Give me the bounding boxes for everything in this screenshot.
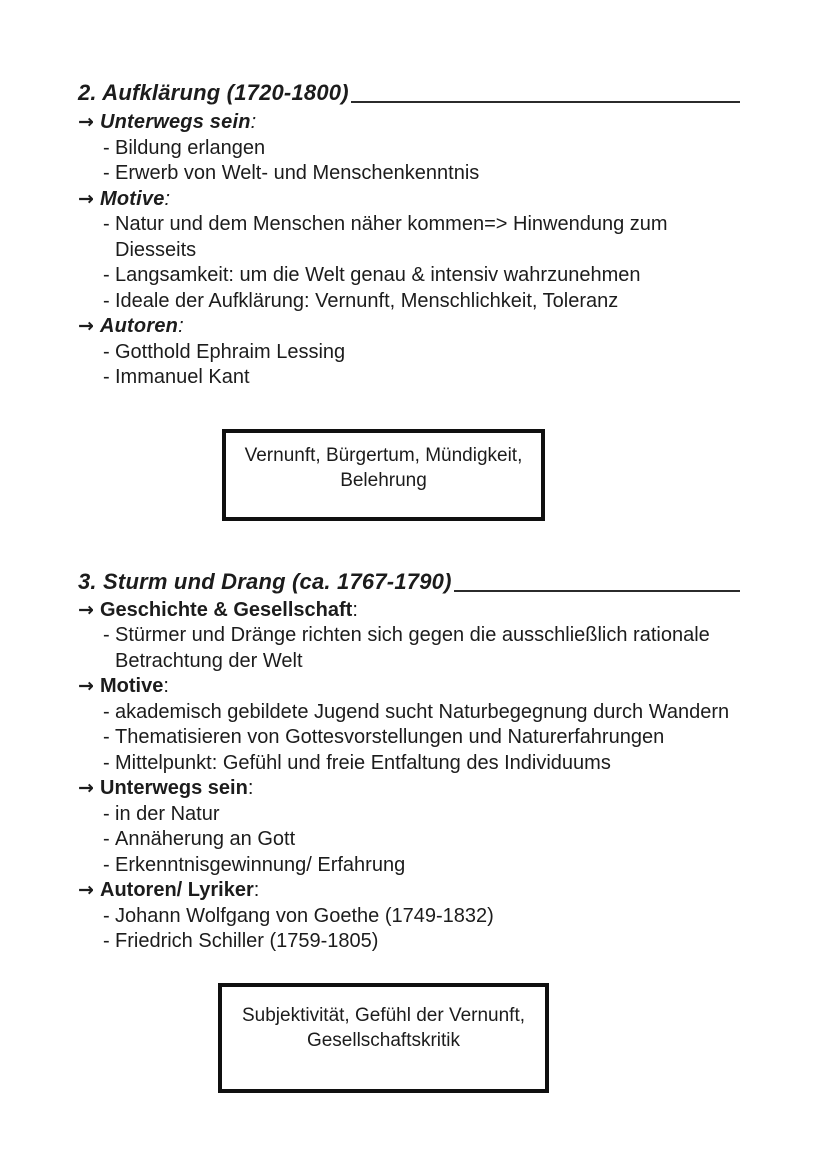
list-item: - Friedrich Schiller (1759-1805) (78, 929, 740, 955)
summary-box-aufklaerung (222, 429, 545, 521)
dash-bullet: - (103, 751, 110, 774)
section-aufklaerung (78, 80, 740, 521)
list-item: - Annäherung an Gott (78, 827, 740, 853)
arrow-icon: → (78, 598, 94, 621)
summary-box-text: Vernunft, Bürgertum, Mündigkeit, Belehrung (244, 444, 523, 491)
dash-bullet: - (103, 162, 110, 184)
arrow-icon: → (78, 675, 94, 697)
group-label-geschichte-gesellschaft: → Geschichte & Gesellschaft: (78, 598, 740, 624)
dash-bullet: - (103, 828, 110, 850)
list-item: - Erkenntnisgewinnung/ Erfahrung (78, 853, 740, 879)
dash-bullet: - (103, 700, 110, 723)
list-item: - akademisch gebildete Jugend sucht Naturbegegnung durch Wandern (78, 700, 740, 726)
dash-bullet: - (103, 802, 110, 825)
dash-bullet: - (103, 930, 110, 952)
list-item: - Gotthold Ephraim Lessing (78, 340, 740, 366)
arrow-icon: → (78, 187, 94, 210)
dash-bullet: - (103, 289, 110, 312)
group-label-autoren: → Autoren: (78, 314, 740, 340)
arrow-icon: → (78, 777, 94, 799)
list-item: - Bildung erlangen (78, 136, 740, 162)
section-heading-row (78, 80, 740, 106)
summary-box-text: Subjektivität, Gefühl der Vernunft, Gesellschaftskritik (241, 1004, 526, 1051)
dash-bullet: - (103, 340, 110, 363)
list-item: - in der Natur (78, 802, 740, 828)
dash-bullet: - (103, 264, 110, 286)
dash-bullet: - (103, 624, 110, 646)
dash-bullet: - (103, 136, 110, 159)
dash-bullet: - (103, 213, 110, 235)
dash-bullet: - (103, 853, 110, 876)
summary-box-sturm-und-drang (218, 983, 549, 1093)
heading-underline-rule (351, 101, 740, 103)
arrow-icon: → (78, 315, 94, 337)
section-heading-sturm-und-drang: 3. Sturm und Drang (ca. 1767-1790) (78, 568, 452, 594)
group-label-unterwegs-sein: → Unterwegs sein: (78, 776, 740, 802)
section-heading-row (78, 569, 740, 595)
section-sturm-und-drang (78, 569, 740, 1093)
list-item: - Johann Wolfgang von Goethe (1749-1832) (78, 904, 740, 930)
list-item: - Mittelpunkt: Gefühl und freie Entfaltung des Individuums (78, 751, 740, 777)
list-item: - Erwerb von Welt- und Menschenkenntnis (78, 161, 740, 187)
group-label-autoren-lyriker: → Autoren/ Lyriker: (78, 878, 740, 904)
list-item: - Stürmer und Dränge richten sich gegen die ausschließlich rationale Betrachtung der Welt (103, 624, 710, 672)
arrow-icon: → (78, 879, 94, 901)
dash-bullet: - (103, 366, 110, 388)
dash-bullet: - (103, 726, 110, 748)
group-label-unterwegs-sein: → Unterwegs sein: (78, 110, 740, 136)
list-item: - Immanuel Kant (78, 365, 740, 391)
group-label-motive: → Motive: (78, 674, 740, 700)
heading-underline-rule (454, 590, 740, 592)
arrow-icon: → (78, 111, 94, 133)
list-item: - Ideale der Aufklärung: Vernunft, Menschlichkeit, Toleranz (78, 289, 740, 315)
list-item: - Langsamkeit: um die Welt genau & intensiv wahrzunehmen (78, 263, 740, 289)
list-item: - Natur und dem Menschen näher kommen=> Hinwendung zum Diesseits (103, 213, 668, 261)
group-label-motive: → Motive: (78, 187, 740, 213)
list-item: - Thematisieren von Gottesvorstellungen und Naturerfahrungen (78, 725, 740, 751)
dash-bullet: - (103, 904, 110, 927)
section-heading-aufklaerung: 2. Aufklärung (1720-1800) (78, 80, 349, 105)
